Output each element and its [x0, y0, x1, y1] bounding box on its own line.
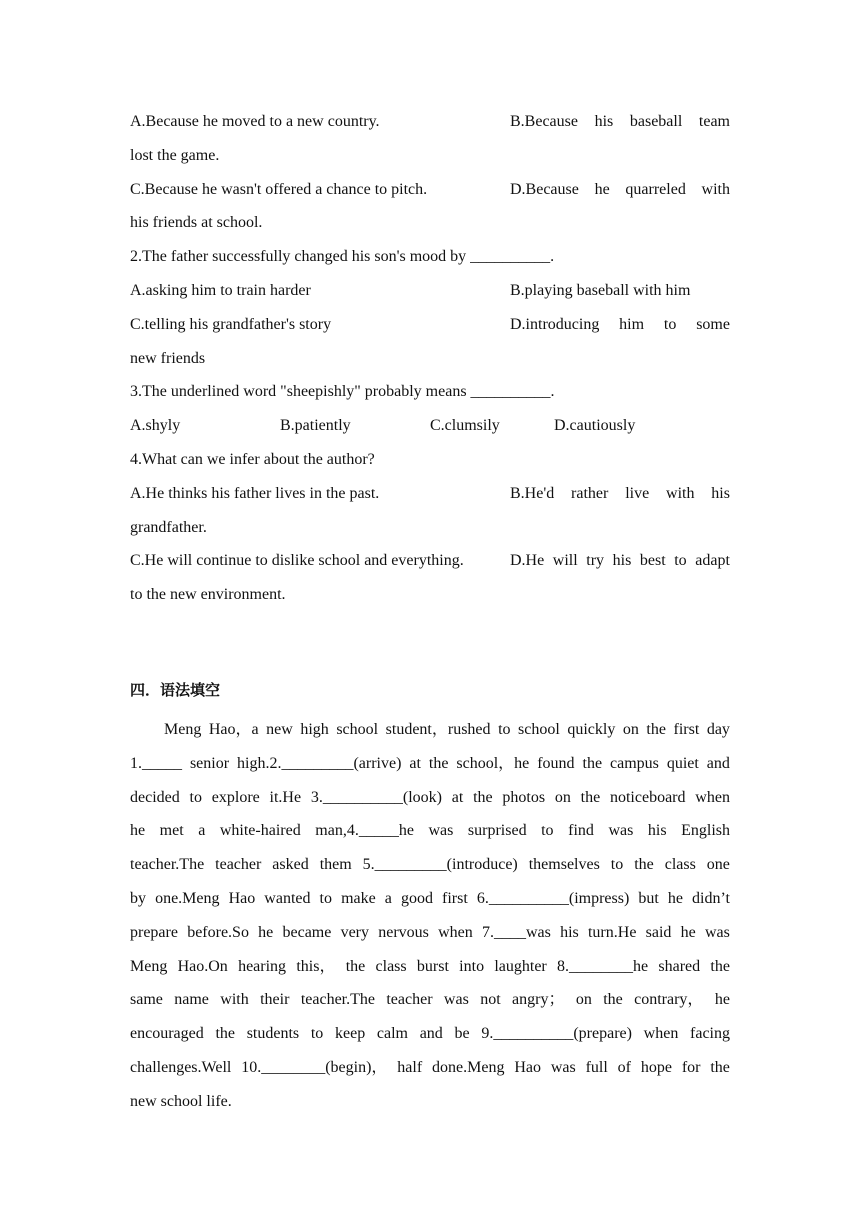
- word: half: [397, 1058, 423, 1076]
- word: laughter: [494, 957, 547, 975]
- word: wanted: [264, 889, 311, 907]
- word: class: [664, 856, 696, 874]
- q3-option-a: A.shyly: [130, 417, 181, 435]
- word: Hao: [514, 1058, 541, 1076]
- word: he: [680, 923, 696, 941]
- word: his: [594, 113, 614, 130]
- word: explore: [211, 788, 260, 806]
- q1-row-ab: [130, 105, 730, 139]
- word: hope: [640, 1058, 672, 1076]
- word: adapt: [695, 552, 730, 570]
- word: was: [608, 822, 634, 840]
- word: rather: [571, 484, 609, 502]
- word: quickly: [567, 721, 616, 738]
- word: B.He'd: [510, 484, 555, 502]
- q4-stem: 4.What can we infer about the author?: [130, 450, 375, 468]
- word: on: [554, 788, 571, 806]
- q4-option-c: C.He will continue to dislike school and everything.: [130, 552, 464, 570]
- word: nervous: [378, 923, 429, 941]
- word: very: [340, 923, 370, 941]
- q4-option-b: [510, 477, 730, 511]
- word: his: [711, 484, 730, 502]
- word: he: [667, 889, 683, 907]
- passage-line: [130, 983, 730, 1017]
- word: will: [552, 552, 578, 570]
- word: the: [603, 991, 623, 1009]
- q2-option-c: C.telling his grandfather's story: [130, 315, 332, 333]
- word: quarreled: [625, 180, 686, 198]
- word: the: [215, 1025, 235, 1043]
- word: him: [619, 315, 645, 333]
- word: by: [130, 889, 146, 907]
- word: some: [696, 315, 730, 333]
- word: school: [518, 721, 560, 738]
- word: on: [622, 721, 639, 738]
- passage-line: [130, 1051, 730, 1085]
- word: school: [336, 721, 379, 738]
- word: met: [159, 822, 184, 840]
- word: the: [345, 957, 366, 975]
- word: the: [580, 788, 601, 806]
- word: for: [681, 1058, 701, 1076]
- word: not: [480, 991, 501, 1009]
- word: of: [617, 1058, 631, 1076]
- word: Meng: [164, 721, 202, 738]
- word: D.Because: [510, 180, 579, 198]
- q3-stem: 3.The underlined word "sheepishly" probably means __________.: [130, 383, 555, 401]
- word: the: [428, 754, 449, 772]
- word: became: [282, 923, 332, 941]
- word: encouraged: [130, 1025, 204, 1043]
- word: was: [428, 822, 454, 840]
- word: calm: [376, 1025, 408, 1043]
- word: at: [409, 754, 421, 772]
- word: asked: [272, 856, 309, 874]
- word: live: [625, 484, 650, 502]
- word: one.Meng: [155, 889, 220, 907]
- word: with: [666, 484, 695, 502]
- q1-option-b: [510, 105, 730, 139]
- passage-line: [130, 713, 730, 747]
- word: and: [706, 754, 730, 772]
- q2-row-ab: [130, 274, 730, 308]
- word: the: [634, 856, 654, 874]
- word: one: [706, 856, 730, 874]
- q2-option-d-continued: new friends: [130, 349, 206, 367]
- q1-option-c: C.Because he wasn't offered a chance to pitch.: [130, 180, 428, 198]
- word: D.He: [510, 552, 545, 570]
- word: 3.__________(look): [310, 788, 442, 806]
- word: he: [714, 991, 730, 1009]
- word: 10.________(begin)，: [241, 1058, 388, 1076]
- word: man,4._____he: [315, 822, 414, 840]
- word: facing: [690, 1025, 730, 1043]
- word: the: [710, 1058, 730, 1076]
- word: this，: [296, 957, 336, 975]
- word: he: [130, 822, 146, 840]
- word: keep: [335, 1025, 366, 1043]
- passage-line: new school life.: [130, 1092, 232, 1110]
- word: his: [647, 822, 667, 840]
- word: 6.__________(impress): [476, 889, 630, 907]
- q1-option-d: [510, 173, 730, 207]
- word: prepare: [130, 923, 178, 941]
- word: 9.__________(prepare): [481, 1025, 632, 1043]
- word: teacher: [386, 991, 433, 1009]
- passage-line: [130, 848, 730, 882]
- q4-option-d-continued: to the new environment.: [130, 586, 286, 604]
- word: said: [645, 923, 672, 941]
- word: done.Meng: [432, 1058, 505, 1076]
- word: best: [639, 552, 666, 570]
- word: a: [198, 822, 206, 840]
- word: but: [638, 889, 659, 907]
- q4-option-a: A.He thinks his father lives in the past.: [130, 484, 380, 502]
- word: English: [681, 822, 730, 840]
- word: before.So: [187, 923, 249, 941]
- passage-line: [130, 781, 730, 815]
- passage-line: [130, 882, 730, 916]
- word: themselves: [528, 856, 600, 874]
- word: to: [674, 552, 687, 570]
- questions-block: [130, 105, 730, 612]
- q3-option-c: C.clumsily: [430, 417, 500, 435]
- word: full: [585, 1058, 608, 1076]
- word: students: [246, 1025, 300, 1043]
- word: found: [537, 754, 575, 772]
- word: high: [300, 721, 329, 738]
- word: name: [174, 991, 209, 1009]
- word: he: [594, 180, 610, 198]
- word: student，rushed: [385, 721, 491, 738]
- word: to: [310, 1025, 324, 1043]
- q1-option-d-continued: his friends at school.: [130, 214, 263, 232]
- word: high.2._________(arrive): [237, 754, 402, 772]
- word: 8.________he: [557, 957, 649, 975]
- word: baseball: [629, 113, 683, 130]
- word: Hao，a: [208, 721, 259, 738]
- word: challenges.Well: [130, 1058, 232, 1076]
- word: find: [568, 822, 594, 840]
- word: noticeboard: [609, 788, 686, 806]
- word: 7.____was: [481, 923, 551, 941]
- word: 1._____: [130, 754, 182, 772]
- q1-row-cd: [130, 173, 730, 207]
- word: B.Because: [510, 113, 578, 130]
- word: first: [442, 889, 468, 907]
- word: it.He: [269, 788, 302, 806]
- word: quiet: [666, 754, 699, 772]
- word: decided: [130, 788, 180, 806]
- word: teacher: [215, 856, 262, 874]
- word: contrary，: [634, 991, 704, 1009]
- q1-option-b-continued: lost the game.: [130, 146, 220, 164]
- word: was: [443, 991, 469, 1009]
- word: was: [704, 923, 730, 941]
- word: be: [454, 1025, 470, 1043]
- q3-option-b: B.patiently: [280, 417, 351, 435]
- word: to: [663, 315, 677, 333]
- word: Hao: [228, 889, 256, 907]
- word: photos: [502, 788, 546, 806]
- word: surprised: [467, 822, 527, 840]
- word: same: [130, 991, 163, 1009]
- word: was: [550, 1058, 576, 1076]
- word: school，he: [456, 754, 530, 772]
- word: when: [695, 788, 730, 806]
- word: hearing: [238, 957, 287, 975]
- word: a: [384, 889, 392, 907]
- word: angry；: [512, 991, 565, 1009]
- q4-row-ab: [130, 477, 730, 511]
- q4-option-d: [510, 544, 730, 578]
- word: them: [319, 856, 352, 874]
- word: the: [582, 754, 603, 772]
- passage-line: [130, 1017, 730, 1051]
- word: day: [706, 721, 730, 738]
- word: burst: [416, 957, 449, 975]
- word: white-haired: [219, 822, 301, 840]
- word: shared: [658, 957, 701, 975]
- word: on: [575, 991, 592, 1009]
- q3-options: [130, 409, 730, 443]
- word: new: [266, 721, 293, 738]
- word: to: [610, 856, 624, 874]
- word: to: [541, 822, 554, 840]
- word: try: [586, 552, 605, 570]
- passage-line: [130, 950, 730, 984]
- q2-row-cd: [130, 308, 730, 342]
- word: to: [189, 788, 202, 806]
- word: 5._________(introduce): [362, 856, 518, 874]
- q4-row-cd: [130, 544, 730, 578]
- passage-line: [130, 916, 730, 950]
- word: Hao.On: [177, 957, 228, 975]
- word: the: [710, 957, 730, 975]
- word: team: [698, 113, 730, 130]
- q2-stem: 2.The father successfully changed his son's mood by __________.: [130, 248, 555, 266]
- q2-option-b: B.playing baseball with him: [510, 281, 691, 299]
- q1-option-a: A.Because he moved to a new country.: [130, 113, 380, 130]
- q4-option-b-continued: grandfather.: [130, 518, 207, 536]
- word: their: [260, 991, 290, 1009]
- word: at: [451, 788, 464, 806]
- word: didn’t: [692, 889, 730, 907]
- word: with: [701, 180, 730, 198]
- word: Meng: [130, 957, 168, 975]
- word: to: [319, 889, 332, 907]
- word: he: [258, 923, 274, 941]
- word: when: [438, 923, 473, 941]
- word: first: [673, 721, 700, 738]
- grammar-fill-passage: [130, 713, 730, 1119]
- word: campus: [610, 754, 659, 772]
- word: class: [375, 957, 407, 975]
- word: good: [400, 889, 433, 907]
- word: senior: [189, 754, 230, 772]
- word: teacher.The: [300, 991, 375, 1009]
- word: turn.He: [587, 923, 637, 941]
- q2-option-a: A.asking him to train harder: [130, 281, 311, 299]
- word: with: [220, 991, 249, 1009]
- word: to: [498, 721, 511, 738]
- word: his: [560, 923, 579, 941]
- word: teacher.The: [130, 856, 205, 874]
- passage-line: [130, 814, 730, 848]
- word: the: [646, 721, 666, 738]
- word: his: [612, 552, 632, 570]
- q2-option-d: [510, 308, 730, 342]
- word: make: [341, 889, 376, 907]
- q3-option-d: D.cautiously: [554, 417, 636, 435]
- word: and: [419, 1025, 443, 1043]
- word: D.introducing: [510, 315, 600, 333]
- word: the: [473, 788, 493, 806]
- word: when: [643, 1025, 679, 1043]
- passage-line: [130, 747, 730, 781]
- section-heading: 四．语法填空: [130, 681, 221, 699]
- word: into: [459, 957, 485, 975]
